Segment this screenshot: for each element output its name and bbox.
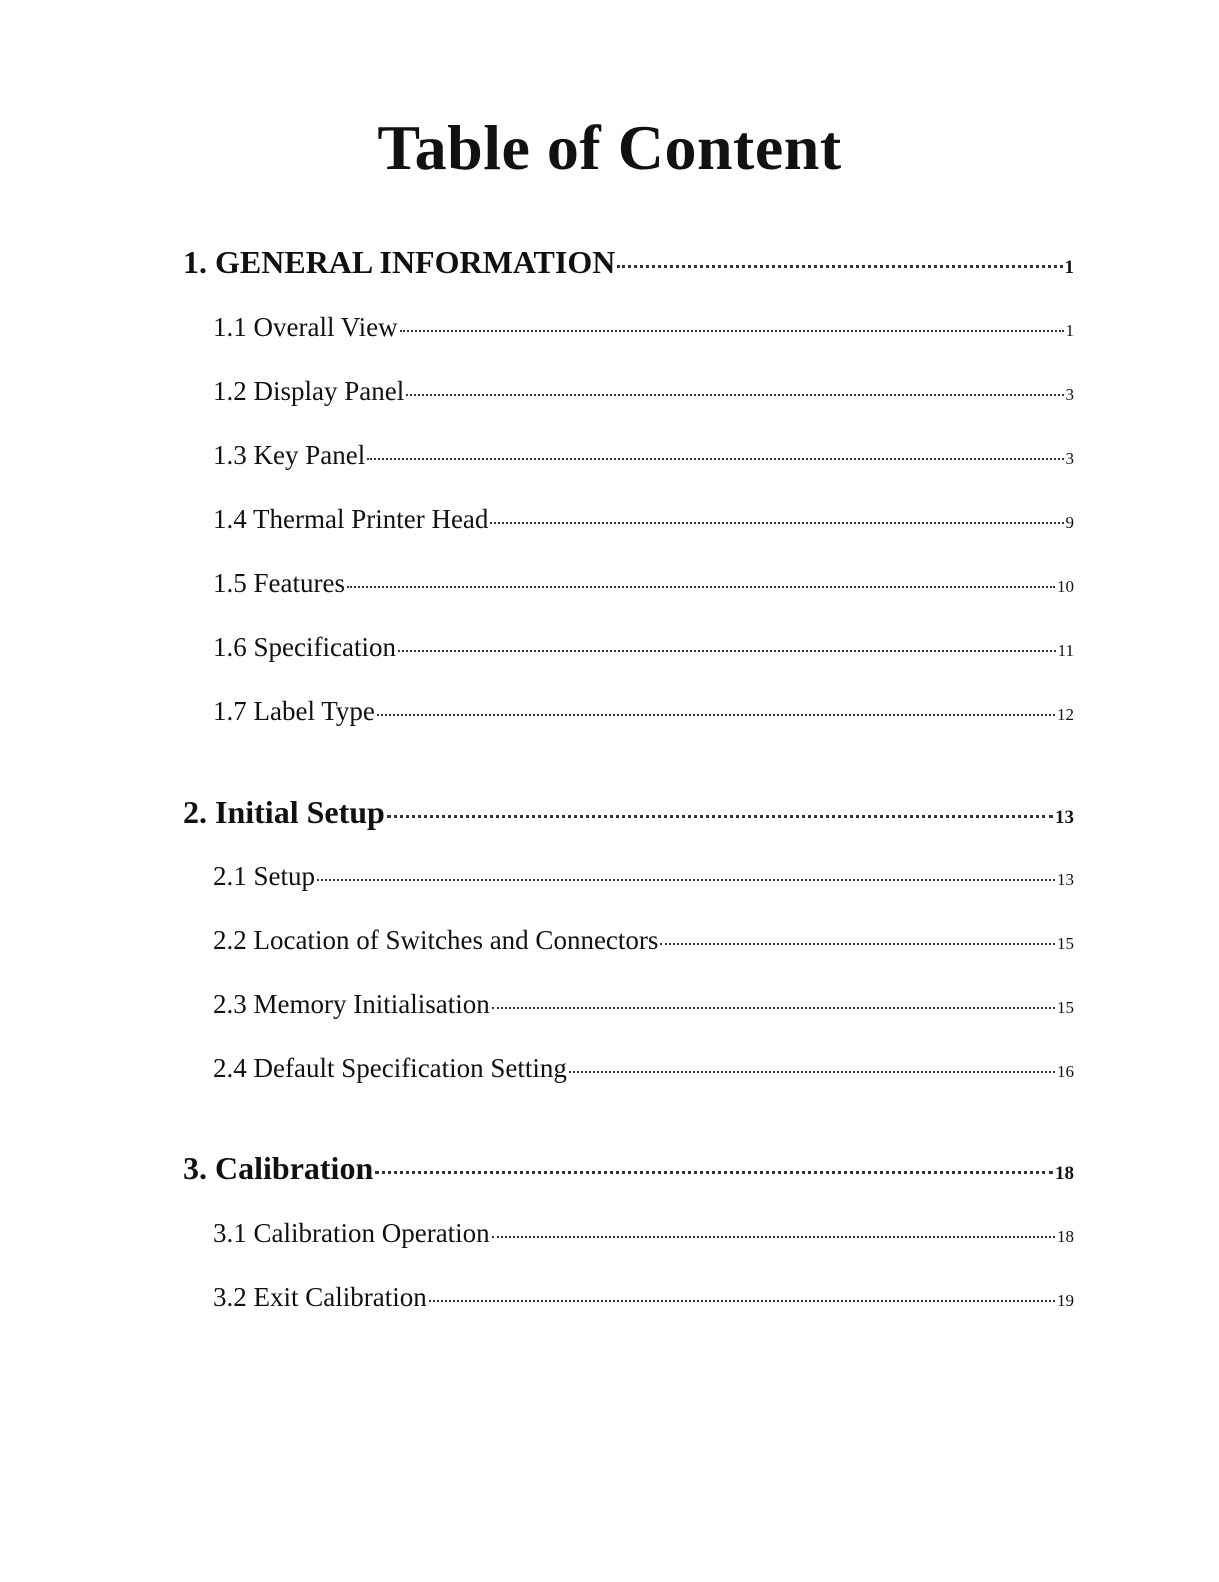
dot-leader: [569, 1071, 1055, 1073]
toc-item-label: 1.6 Specification: [213, 632, 396, 662]
toc-page-number: 13: [1057, 870, 1074, 889]
toc-page-number: 10: [1057, 577, 1074, 596]
dot-leader: [400, 330, 1064, 332]
toc-item-2-1[interactable]: [213, 861, 1074, 895]
toc-item-3-1[interactable]: [213, 1218, 1074, 1252]
toc-item-label: 1.1 Overall View: [213, 312, 398, 342]
dot-leader: [492, 1007, 1055, 1009]
toc-item-1-6[interactable]: [213, 632, 1074, 666]
toc-item-label: 3.1 Calibration Operation: [213, 1218, 490, 1248]
toc-item-2-3[interactable]: [213, 989, 1074, 1023]
toc-page-number: 18: [1057, 1227, 1074, 1246]
toc-item-label: 1.7 Label Type: [213, 696, 375, 726]
toc-item-1-2[interactable]: [213, 376, 1074, 410]
toc-item-1-3[interactable]: [213, 440, 1074, 474]
toc-item-1-7[interactable]: [213, 696, 1074, 730]
dot-leader: [429, 1300, 1055, 1302]
toc-item-2-2[interactable]: [213, 925, 1074, 959]
toc-item-2-4[interactable]: [213, 1053, 1074, 1087]
toc-page-number: 19: [1057, 1291, 1074, 1310]
toc-item-label: 1.4 Thermal Printer Head: [213, 504, 489, 534]
dot-leader: [490, 522, 1063, 524]
dot-leader: [617, 265, 1062, 268]
toc-item-label: 2.4 Default Specification Setting: [213, 1053, 567, 1083]
dot-leader: [492, 1236, 1055, 1238]
toc-page-number: 15: [1057, 934, 1074, 953]
toc-page-number: 9: [1065, 513, 1074, 532]
toc-item-label: 2.3 Memory Initialisation: [213, 989, 490, 1019]
toc-page-number: 16: [1057, 1062, 1074, 1081]
toc-item-3-2[interactable]: [213, 1282, 1074, 1316]
toc-page-number: 3: [1065, 449, 1074, 468]
toc-page-number: 1: [1065, 321, 1074, 340]
dot-leader: [317, 879, 1055, 881]
toc-item-label: 1.2 Display Panel: [213, 376, 405, 406]
dot-leader: [375, 1171, 1053, 1174]
toc-page-number: 3: [1065, 385, 1074, 404]
dot-leader: [347, 586, 1055, 588]
toc-section-1[interactable]: [183, 244, 1074, 284]
dot-leader: [398, 650, 1056, 652]
toc-item-label: 1.5 Features: [213, 568, 345, 598]
dot-leader: [406, 394, 1063, 396]
toc-page-number: 1: [1064, 257, 1074, 278]
toc-section-2[interactable]: [183, 794, 1074, 834]
toc-item-1-4[interactable]: [213, 504, 1074, 538]
dot-leader: [387, 815, 1053, 818]
toc-page-number: 15: [1057, 998, 1074, 1017]
toc-section-label: 1. GENERAL INFORMATION: [183, 244, 616, 280]
toc-item-label: 2.1 Setup: [213, 861, 316, 891]
toc-item-1-1[interactable]: [213, 312, 1074, 346]
toc-section-label: 2. Initial Setup: [183, 794, 385, 830]
toc-section-label: 3. Calibration: [183, 1150, 374, 1186]
toc-page-number: 11: [1057, 641, 1074, 660]
page-title: Table of Content: [377, 112, 842, 183]
toc-page-number: 18: [1055, 1163, 1074, 1184]
toc-item-1-5[interactable]: [213, 568, 1074, 602]
toc-item-label: 2.2 Location of Switches and Connectors: [213, 925, 659, 955]
toc-page-number: 13: [1055, 807, 1074, 828]
dot-leader: [367, 458, 1063, 460]
toc-page-number: 12: [1057, 705, 1074, 724]
toc-section-3[interactable]: [183, 1150, 1074, 1190]
toc-item-label: 3.2 Exit Calibration: [213, 1282, 427, 1312]
dot-leader: [660, 943, 1055, 945]
dot-leader: [377, 714, 1055, 716]
toc-item-label: 1.3 Key Panel: [213, 440, 366, 470]
